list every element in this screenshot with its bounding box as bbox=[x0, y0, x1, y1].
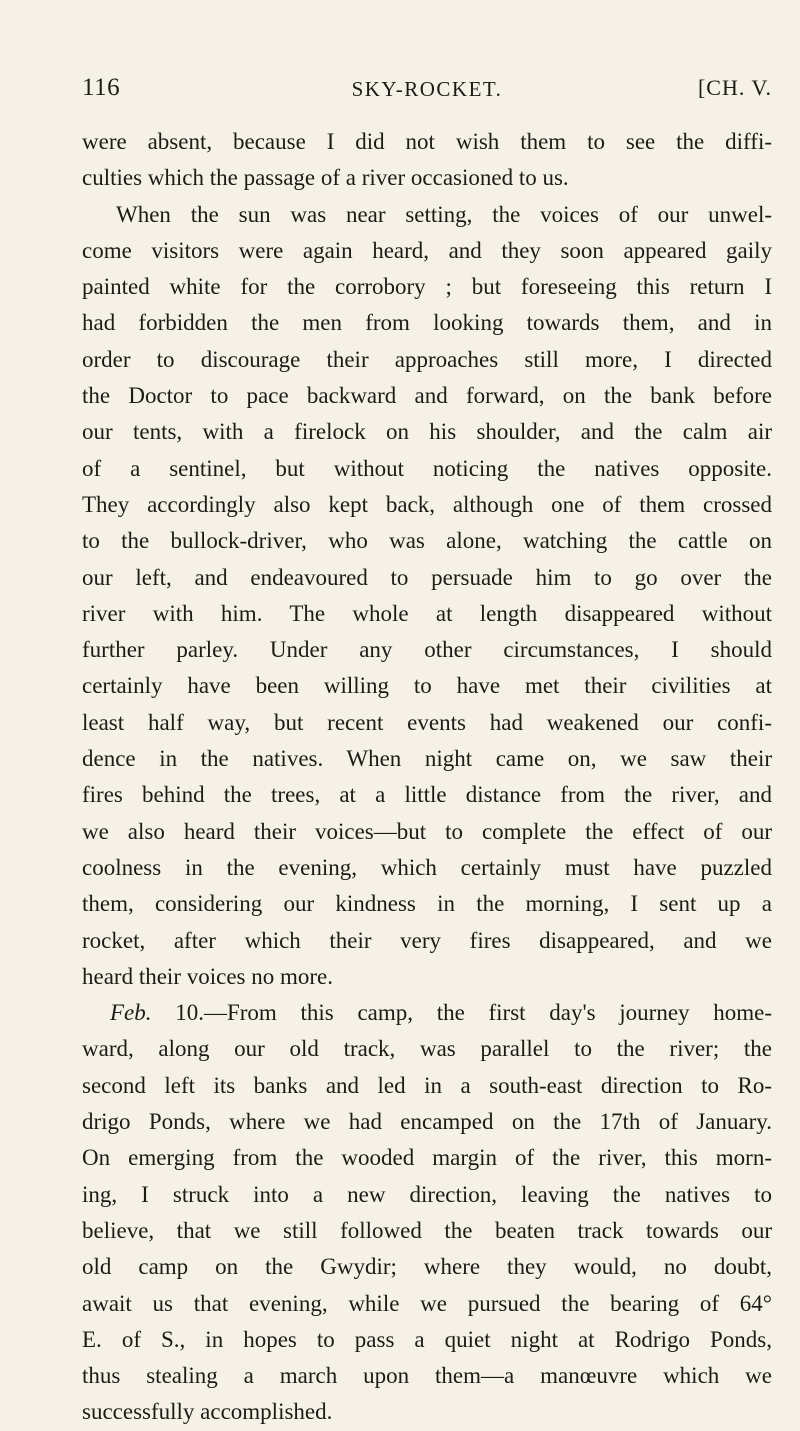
text-line: the Doctor to pace backward and forward, on the bank before bbox=[82, 383, 772, 409]
text-line: believe, that we still followed the beaten track towards our bbox=[82, 1217, 772, 1243]
text-line: When the sun was near setting, the voices of our unwel- bbox=[116, 201, 772, 227]
text-line: await us that evening, while we pursued the bearing of 64° bbox=[82, 1290, 772, 1316]
text-line: E. of S., in hopes to pass a quiet night at Rodrigo Ponds, bbox=[82, 1326, 772, 1352]
text-line: They accordingly also kept back, although one of them crossed bbox=[82, 491, 772, 517]
text-line: thus stealing a march upon them—a manœuvre which we bbox=[82, 1363, 772, 1389]
text-line: them, considering our kindness in the morning, I sent up a bbox=[82, 891, 772, 917]
page-body bbox=[82, 124, 772, 1431]
text-line: order to discourage their approaches still more, I directed bbox=[82, 346, 772, 372]
text-line: culties which the passage of a river occasioned to us. bbox=[82, 165, 569, 191]
text-line: painted white for the corrobory ; but foreseeing this return I bbox=[82, 274, 772, 300]
text-line: certainly have been willing to have met their civilities at bbox=[82, 673, 772, 699]
text-line: successfully accomplished. bbox=[82, 1399, 333, 1425]
text-line: our tents, with a firelock on his shoulder, and the calm air bbox=[82, 419, 772, 445]
text-line: further parley. Under any other circumstances, I should bbox=[82, 637, 772, 663]
text-line: ing, I struck into a new direction, leaving the natives to bbox=[82, 1181, 772, 1207]
text-line: of a sentinel, but without noticing the natives opposite. bbox=[82, 455, 772, 481]
entry-first-line-text: 10.—From this camp, the first day's journey home- bbox=[151, 1000, 772, 1026]
text-line: old camp on the Gwydir; where they would, no doubt, bbox=[82, 1254, 772, 1280]
text-line: to the bullock-driver, who was alone, watching the cattle on bbox=[82, 528, 772, 554]
text-line: second left its banks and led in a south-east direction to Ro- bbox=[82, 1072, 772, 1098]
entry-first-line bbox=[82, 995, 772, 1031]
text-line: fires behind the trees, at a little distance from the river, and bbox=[82, 782, 772, 808]
text-line: ward, along our old track, was parallel to the river; the bbox=[82, 1036, 772, 1062]
text-line: had forbidden the men from looking towards them, and in bbox=[82, 310, 772, 336]
text-line: heard their voices no more. bbox=[82, 963, 333, 989]
text-line: On emerging from the wooded margin of the river, this morn- bbox=[82, 1145, 772, 1171]
text-line: rocket, after which their very fires disappeared, and we bbox=[82, 927, 772, 953]
text-line: least half way, but recent events had weakened our confi- bbox=[82, 709, 772, 735]
text-line: river with him. The whole at length disappeared without bbox=[82, 600, 772, 626]
running-title: SKY-ROCKET. bbox=[351, 77, 503, 101]
text-line: drigo Ponds, where we had encamped on the 17th of January. bbox=[82, 1109, 772, 1135]
text-line: come visitors were again heard, and they soon appeared gaily bbox=[82, 237, 772, 263]
text-line: were absent, because I did not wish them to see the diffi- bbox=[82, 129, 772, 154]
page-header bbox=[82, 74, 772, 108]
page-number: 116 bbox=[82, 74, 121, 101]
text-line: our left, and endeavoured to persuade him to go over the bbox=[82, 564, 772, 590]
entry-date: Feb. bbox=[110, 1000, 152, 1026]
text-line: we also heard their voices—but to complete the effect of our bbox=[82, 818, 772, 844]
text-line: dence in the natives. When night came on, we saw their bbox=[82, 746, 772, 772]
chapter-marker: [CH. V. bbox=[697, 75, 772, 100]
text-line: coolness in the evening, which certainly must have puzzled bbox=[82, 854, 772, 880]
